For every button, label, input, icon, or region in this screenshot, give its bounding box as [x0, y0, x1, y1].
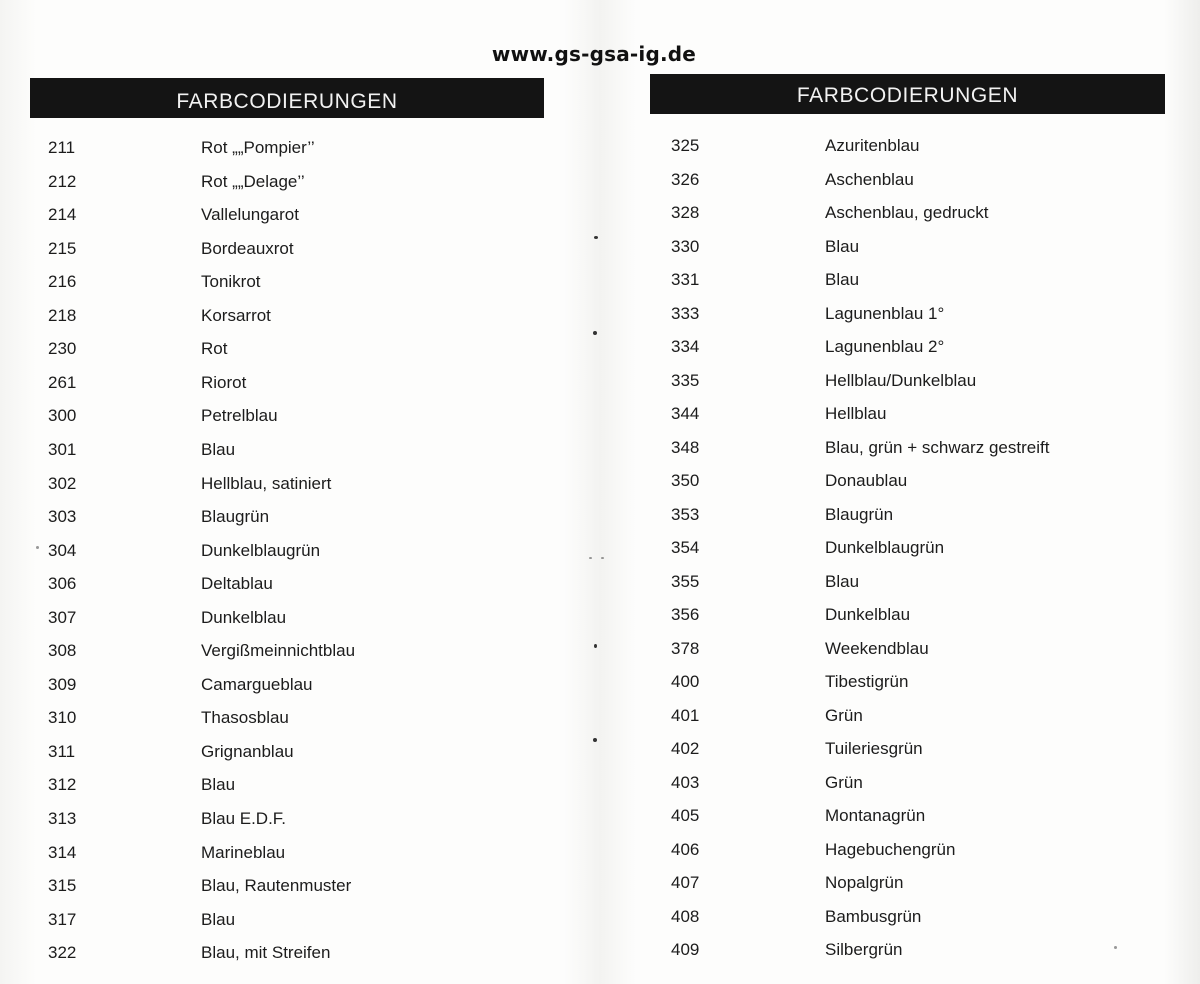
color-name: Lagunenblau 2°: [825, 337, 945, 356]
color-code: 328: [671, 203, 700, 222]
color-name: Blau, grün + schwarz gestreift: [825, 437, 1050, 457]
color-code: 218: [48, 305, 77, 325]
color-name: Vergißmeinnichtblau: [201, 641, 356, 661]
color-name: Korsarrot: [201, 305, 271, 325]
color-name: Dunkelblaugrün: [201, 540, 321, 560]
color-name: Tonikrot: [201, 272, 261, 292]
color-code: 301: [48, 439, 77, 459]
color-code: 400: [671, 672, 700, 691]
color-name: Montanagrün: [825, 806, 926, 825]
color-name: Blau, Rautenmuster: [201, 876, 352, 896]
color-name: Camargueblau: [201, 674, 313, 694]
color-name: Aschenblau, gedruckt: [825, 203, 989, 222]
color-name: Blau, mit Streifen: [201, 943, 331, 963]
color-code: 230: [48, 339, 77, 359]
color-code: 307: [48, 607, 77, 627]
color-code: 214: [48, 205, 77, 225]
color-code: 330: [671, 236, 700, 256]
color-code: 408: [671, 906, 700, 926]
color-code: 309: [48, 674, 77, 694]
color-code: 356: [671, 605, 700, 624]
color-code: 350: [671, 471, 700, 490]
color-code: 355: [671, 571, 700, 591]
color-code: 402: [671, 739, 700, 758]
color-name: Dunkelblaugrün: [825, 538, 945, 557]
color-name: Bordeauxrot: [201, 238, 294, 258]
color-code: 212: [48, 171, 77, 191]
color-name: Grignanblau: [201, 741, 294, 761]
color-code: 303: [48, 507, 77, 527]
color-code: 302: [48, 473, 77, 493]
color-code: 300: [48, 406, 77, 426]
color-name: Vallelungarot: [201, 205, 299, 225]
color-name: Tibestigrün: [825, 672, 909, 691]
color-name: Rot: [201, 339, 228, 359]
color-name: Blau: [825, 236, 860, 256]
color-name: Hagebuchengrün: [825, 839, 956, 859]
color-code: 326: [671, 169, 700, 189]
right-header-bar: FARBCODIERUNGEN: [650, 74, 1165, 114]
color-name: Blau E.D.F.: [201, 809, 287, 828]
color-name: Azuritenblau: [825, 136, 920, 155]
color-code: 334: [671, 337, 700, 356]
color-name: Blau: [825, 270, 860, 289]
color-code: 261: [48, 372, 77, 392]
color-code: 325: [671, 136, 700, 155]
color-code: 304: [48, 540, 77, 560]
color-name: Silbergrün: [825, 940, 903, 959]
color-code: 311: [48, 741, 76, 761]
color-code: 405: [671, 806, 700, 825]
color-name: Blau: [201, 909, 236, 929]
color-code: 406: [671, 839, 700, 859]
color-code: 313: [48, 809, 77, 828]
print-speck: [594, 236, 598, 239]
print-speck: [36, 546, 39, 549]
color-code: 407: [671, 873, 700, 892]
color-code: 353: [671, 504, 700, 524]
color-code: 306: [48, 574, 77, 594]
color-name: Nopalgrün: [825, 873, 904, 892]
color-name: Dunkelblau: [201, 607, 287, 627]
color-name: Blau: [201, 775, 236, 795]
color-name: Dunkelblau: [825, 605, 911, 624]
color-name: Blaugrün: [201, 507, 270, 527]
print-speck: [593, 738, 597, 742]
color-code: 317: [48, 909, 77, 929]
color-name: Petrelblau: [201, 406, 278, 426]
print-speck: [593, 331, 597, 335]
color-code: 348: [671, 437, 700, 457]
color-code: 310: [48, 708, 77, 728]
color-name: Hellblau: [825, 404, 887, 423]
print-speck: [601, 557, 604, 559]
color-code: 315: [48, 876, 77, 896]
color-name: Blau: [825, 571, 860, 591]
color-code: 378: [671, 638, 700, 658]
color-name: Bambusgrün: [825, 906, 922, 926]
color-name: Marineblau: [201, 842, 286, 862]
color-name: Thasosblau: [201, 708, 289, 728]
color-name: Aschenblau: [825, 169, 914, 189]
color-name: Blau: [201, 439, 236, 459]
color-code: 403: [671, 772, 700, 792]
color-code: 331: [671, 270, 700, 289]
color-name: Rot „„Pompier’’: [201, 138, 315, 157]
color-name: Tuileriesgrün: [825, 739, 923, 758]
color-name: Hellblau, satiniert: [201, 473, 332, 493]
color-name: Hellblau/Dunkelblau: [825, 370, 977, 390]
color-code: 312: [48, 775, 77, 795]
color-name: Weekendblau: [825, 638, 929, 658]
color-name: Grün: [825, 705, 863, 725]
color-code: 314: [48, 842, 77, 862]
color-name: Donaublau: [825, 471, 908, 490]
color-code: 308: [48, 641, 77, 661]
color-code: 354: [671, 538, 700, 557]
color-code: 322: [48, 943, 77, 963]
left-header-bar: FARBCODIERUNGEN: [30, 78, 544, 118]
color-name: Blaugrün: [825, 504, 894, 524]
color-code: 216: [48, 272, 77, 292]
color-code: 215: [48, 238, 77, 258]
website-url: www.gs-gsa-ig.de: [491, 42, 697, 66]
color-name: Riorot: [201, 372, 247, 392]
color-code: 333: [671, 303, 700, 323]
color-name: Rot „„Delage’’: [201, 171, 305, 191]
color-code: 211: [48, 138, 76, 157]
print-speck: [594, 644, 597, 648]
color-name: Grün: [825, 772, 863, 792]
color-code: 344: [671, 404, 700, 423]
print-speck: [589, 557, 592, 559]
color-code: 401: [671, 705, 700, 725]
color-code: 409: [671, 940, 700, 959]
print-speck: [1114, 946, 1117, 949]
color-name: Deltablau: [201, 574, 273, 594]
color-code: 335: [671, 370, 700, 390]
color-name: Lagunenblau 1°: [825, 303, 945, 323]
